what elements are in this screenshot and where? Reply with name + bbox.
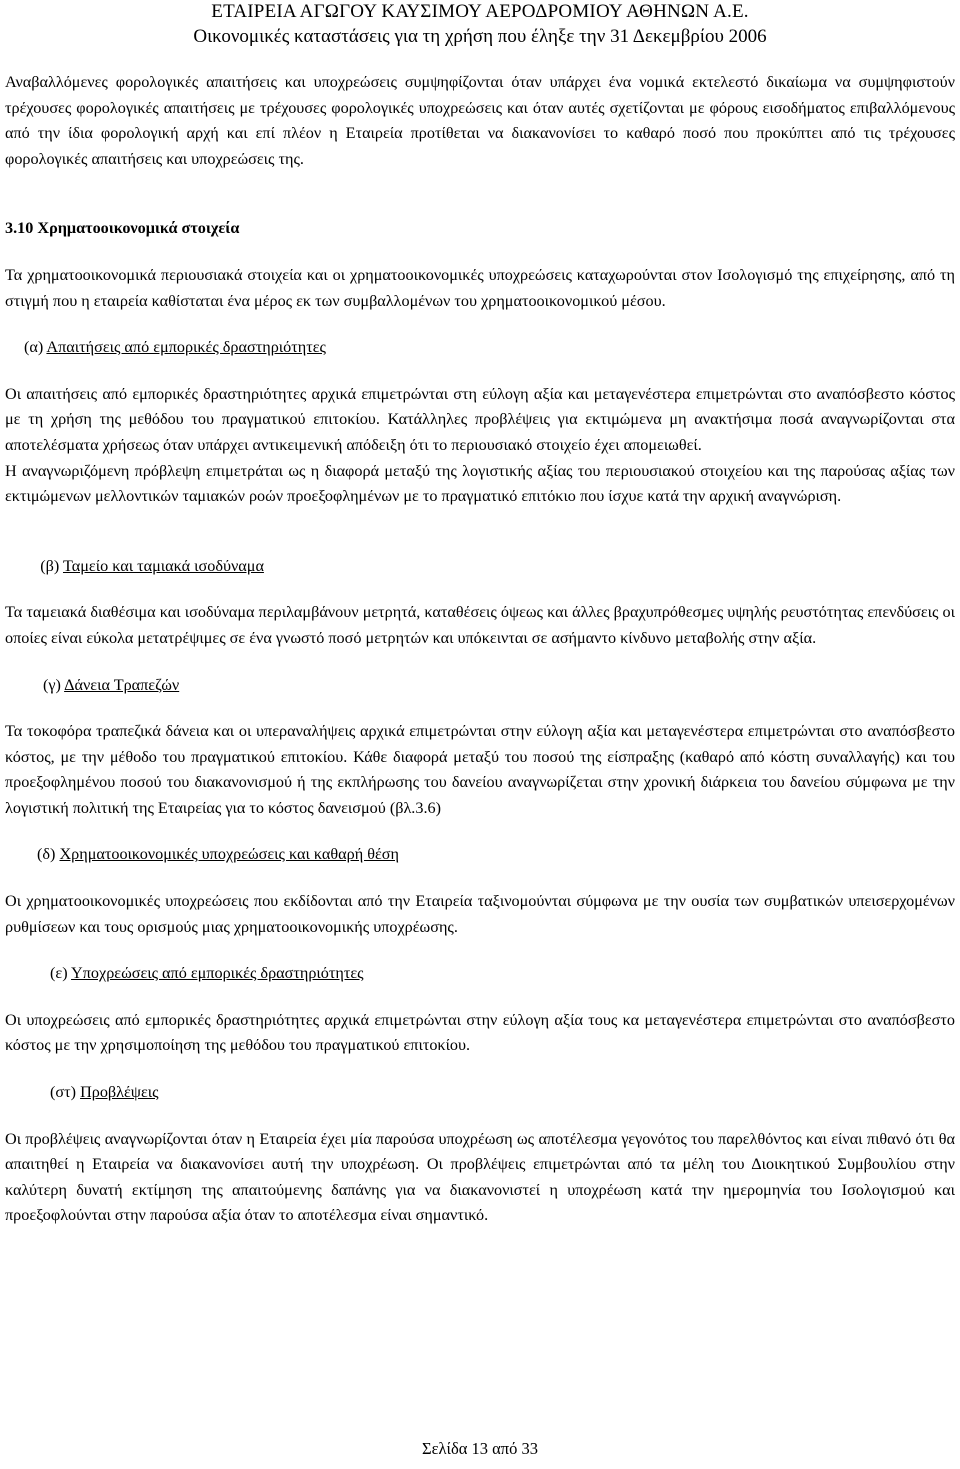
subsection-paragraph: Οι χρηματοοικονομικές υποχρεώσεις που εκδίδονται από την Εταιρεία ταξινομούνται σύμφωνα με την ουσία των συμβατικών υπεισερχομένων ρυθμίσεων και τους ορισμούς μιας χρηματοοικονομικής υποχρέωσης. <box>5 892 955 936</box>
report-subtitle: Οικονομικές καταστάσεις για τη χρήση που έληξε την 31 Δεκεμβρίου 2006 <box>193 26 767 47</box>
subsection-title: Χρηματοοικονομικές υποχρεώσεις και καθαρή θέση <box>59 845 399 864</box>
document-body <box>5 70 955 1229</box>
subsection-title: Προβλέψεις <box>80 1083 159 1102</box>
page-number: Σελίδα 13 από 33 <box>422 1439 538 1458</box>
subsection-title: Δάνεια Τραπεζών <box>64 675 180 694</box>
subsection-title: Υποχρεώσεις από εμπορικές δραστηριότητες <box>71 964 364 983</box>
subsection-heading-a <box>5 335 955 361</box>
subsection-heading-e <box>5 961 955 987</box>
subsection-marker: (β) <box>40 556 60 575</box>
subsection-heading-b <box>5 554 955 580</box>
subsection-marker: (στ) <box>50 1083 77 1102</box>
section-intro: Τα χρηματοοικονομικά περιουσιακά στοιχεία και οι χρηματοοικονομικές υποχρεώσεις καταχωρούνται στον Ισολογισμό της επιχείρησης, από τη στιγμή που η εταιρεία καθίσταται ένα μέρος εκ των συμβαλλομένων του χρηματοοικονομικού μέσου. <box>5 265 955 310</box>
subsection-paragraph: Οι υποχρεώσεις από εμπορικές δραστηριότητες αρχικά επιμετρώνται στην εύλογη αξία τους κα μεταγενέστερα επιμετρώνται στο αναπόσβεστο κόστος με την χρησιμοποίηση της μεθόδου του πραγματικού επιτοκίου. <box>5 1010 955 1055</box>
company-name: ΕΤΑΙΡΕΙΑ ΑΓΩΓΟΥ ΚΑΥΣΙΜΟΥ ΑΕΡΟΔΡΟΜΙΟΥ ΑΘΗΝΩΝ Α.Ε. <box>211 1 749 22</box>
subsection-marker: (δ) <box>37 845 56 864</box>
subsection-paragraph: Οι απαιτήσεις από εμπορικές δραστηριότητες αρχικά επιμετρώνται στη εύλογη αξία και μεταγενέστερα επιμετρώνται στο αναπόσβεστο κόστος με τη χρήση της μεθόδου του πραγματικού επιτοκίου. Κατάλληλες προβλέψεις για εκτιμώμενα μη ανακτήσιμα ποσά αναγνωρίζονται στα αποτελέσματα χρήσεως όταν υπάρχει αντικειμενική απόδειξη ότι το περιουσιακό στοιχείο έχει απομειωθεί. <box>5 384 955 454</box>
subsection-heading-g <box>5 673 955 699</box>
subsection-heading-st <box>5 1080 955 1106</box>
section-title: 3.10 Χρηματοοικονομικά στοιχεία <box>5 219 240 238</box>
subsection-title: Ταμείο και ταμιακά ισοδύναμα <box>62 556 264 575</box>
intro-paragraph: Αναβαλλόμενες φορολογικές απαιτήσεις και υποχρεώσεις συμψηφίζονται όταν υπάρχει ένα νομικά εκτελεστό δικαίωμα να συμψηφιστούν τρέχουσες φορολογικές απαιτήσεις με τρέχουσες φορολογικές υποχρεώσεις και όταν αυτές σχετίζονται με φόρους εισοδήματος επιβαλλόμενους από την ίδια φορολογική αρχή και επί πλέον η Εταιρεία προτίθεται να διακανονίσει το καθαρό ποσό που προκύπτει από τις τρέχουσες φορολογικές απαιτήσεις και υποχρεώσεις της. <box>5 73 955 168</box>
subsection-paragraph: Οι προβλέψεις αναγνωρίζονται όταν η Εταιρεία έχει μία παρούσα υποχρέωση ως αποτέλεσμα γεγονότος του παρελθόντος και είναι πιθανό ότι θα απαιτηθεί η Εταιρεία να διακανονίσει αυτή την υποχρέωση. Οι προβλέψεις επιμετρώνται από τα μέλη του Διοικητικού Συμβουλίου στην καλύτερη δυνατή εκτίμηση της απαιτούμενης δαπάνης για να διακανονιστεί η υποχρέωση κατά την ημερομηνία του Ισολογισμού και προεξοφλούνται στην παρούσα αξία όταν το αποτέλεσμα είναι σημαντικό. <box>5 1129 955 1225</box>
subsection-marker: (γ) <box>43 675 61 694</box>
subsection-marker: (α) <box>24 338 44 357</box>
subsection-paragraph: Τα ταμειακά διαθέσιμα και ισοδύναμα περιλαμβάνουν μετρητά, καταθέσεις όψεως και άλλες βραχυπρόθεσμες υψηλής ρευστότητας επενδύσεις οι οποίες είναι εύκολα μετατρέψιμες σε ένα γνωστό ποσό μετρητών και υπόκεινται σε ασήμαντο κίνδυνο μεταβολής στην αξία. <box>5 603 955 647</box>
subsection-marker: (ε) <box>50 964 68 983</box>
subsection-paragraph: Τα τοκοφόρα τραπεζικά δάνεια και οι υπεραναλήψεις αρχικά επιμετρώνται στην εύλογη αξία και μεταγενέστερα επιμετρώνται στο αναπόσβεστο κόστος, με την μέθοδο του πραγματικού επιτοκίου. Κάθε διαφορά μεταξύ του ποσού της είσπραξης (καθαρό από κόστη συναλλαγής) και του προεξοφλημένου ποσού του διακανονισμού ή της εκπλήρωσης του δανείου αναγνωρίζεται στην χρονική διάρκεια του δανείου σύμφωνα με την λογιστική πολιτική της Εταιρείας για το κόστος δανεισμού (βλ.3.6) <box>5 722 955 817</box>
subsection-heading-d <box>5 842 955 868</box>
subsection-title: Απαιτήσεις από εμπορικές δραστηριότητες <box>46 338 326 357</box>
subsection-paragraph: Η αναγνωριζόμενη πρόβλεψη επιμετράται ως η διαφορά μεταξύ της λογιστικής αξίας του περιουσιακού στοιχείου και της παρούσας αξίας των εκτιμώμενων μελλοντικών ταμιακών ροών προεξοφλημένων με το πραγματικό επιτόκιο που ίσχυε κατά την αρχική αναγνώριση. <box>5 461 955 506</box>
